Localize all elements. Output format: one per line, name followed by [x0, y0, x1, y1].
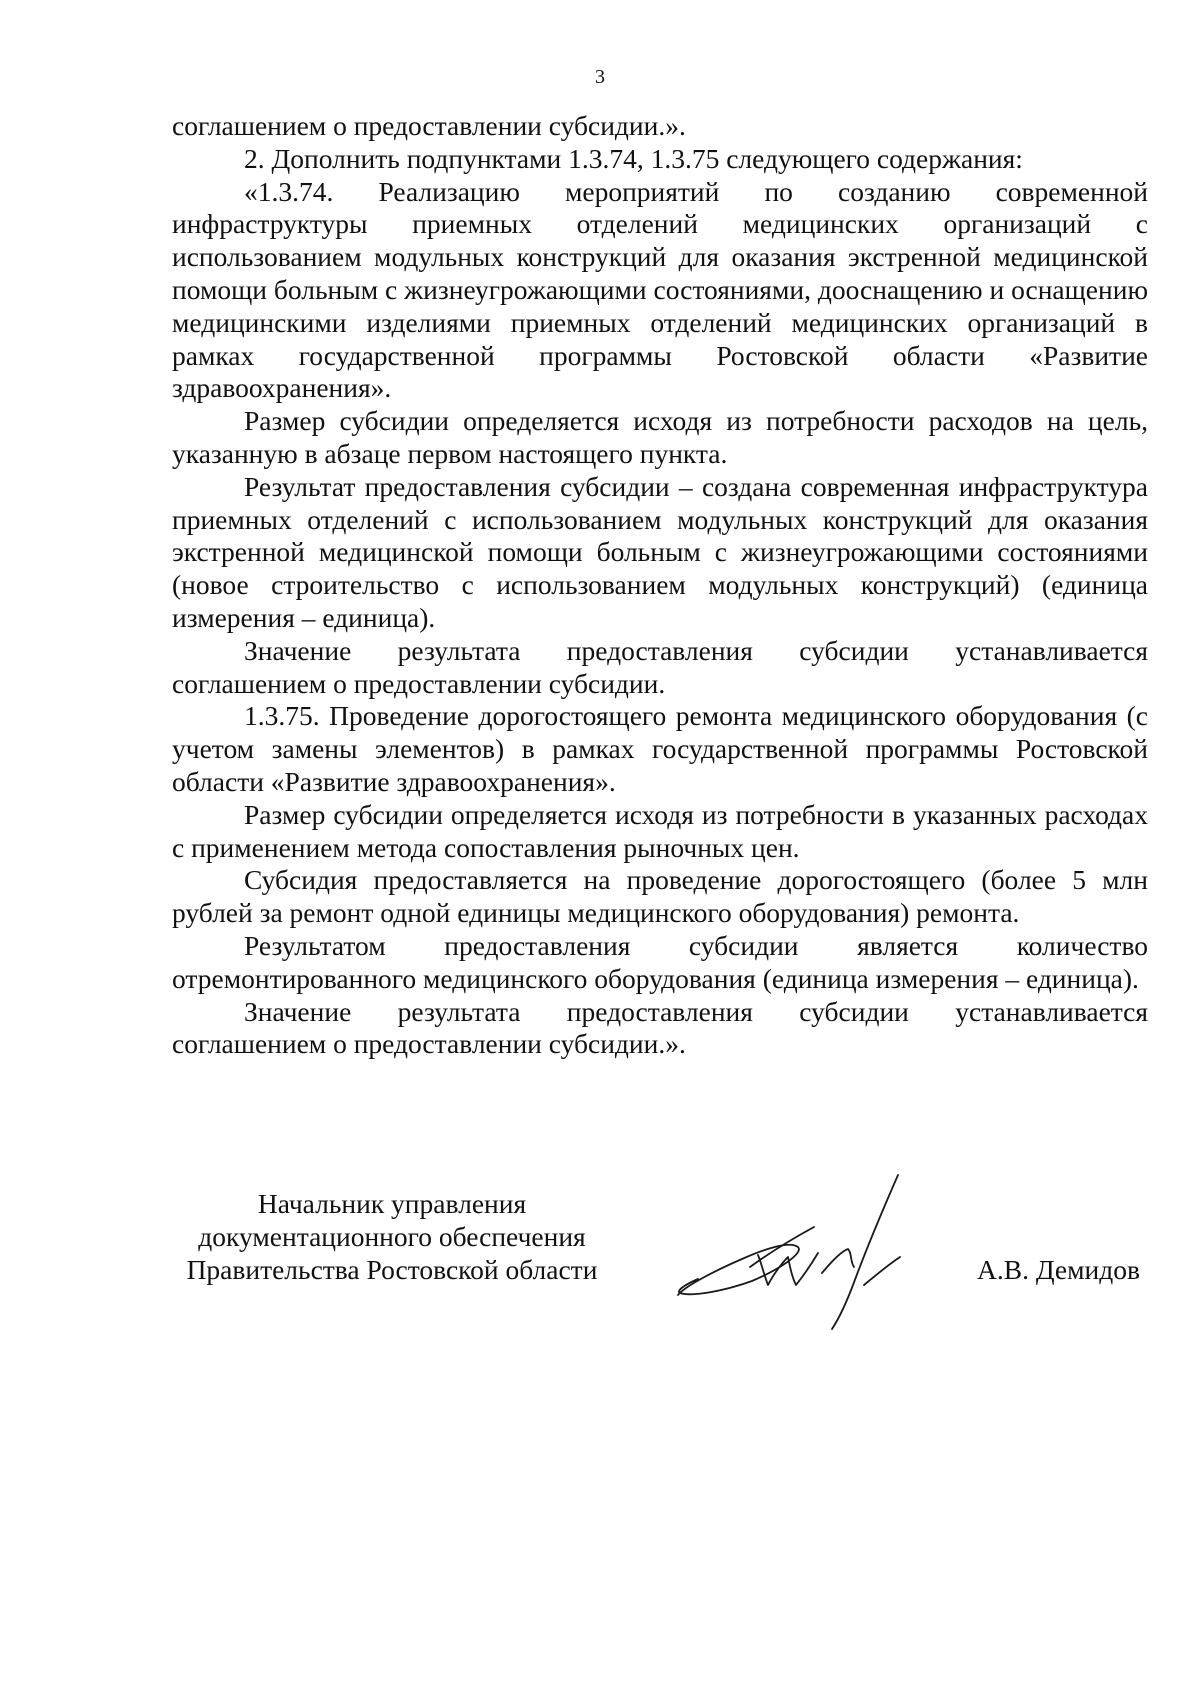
paragraph: Результатом предоставления субсидии является количество отремонтированного медицинского оборудования (единица измерения – единица). [172, 929, 1148, 994]
page-number: 3 [595, 66, 605, 88]
paragraph: Значение результата предоставления субсидии устанавливается соглашением о предоставлении субсидии. [172, 634, 1148, 699]
paragraph: 1.3.75. Проведение дорогостоящего ремонта медицинского оборудования (с учетом замены элементов) в рамках государственной программы Ростовской области «Развитие здравоохранения». [172, 700, 1148, 797]
paragraph: 2. Дополнить подпунктами 1.3.74, 1.3.75 следующего содержания: [244, 142, 1023, 174]
paragraph: Размер субсидии определяется исходя из потребности расходов на цель, указанную в абзаце первом настоящего пункта. [172, 405, 1148, 469]
signer-name: А.В. Демидов [977, 1254, 1140, 1285]
document-body [172, 110, 1148, 1061]
paragraph: Субсидия предоставляется на проведение дорогостоящего (более 5 млн рублей за ремонт одной единицы медицинского оборудования) ремонта. [172, 864, 1148, 929]
handwritten-signature [672, 1167, 952, 1337]
paragraph: Размер субсидии определяется исходя из потребности в указанных расходах с применением метода сопоставления рыночных цен. [172, 798, 1148, 863]
signer-position-line: документационного обеспечения [198, 1221, 586, 1252]
paragraph: соглашением о предоставлении субсидии.». [172, 110, 686, 141]
paragraph: «1.3.74. Реализацию мероприятий по созданию современной инфраструктуры приемных отделений медицинских организаций с использованием модульных конструкций для оказания экстренной медицинской помощи больным с жизнеугрожающими состояниями, дооснащению и оснащению медицинскими изделиями приемных отделений медицинских организаций в рамках государственной программы Ростовской области «Развитие здравоохранения». [172, 175, 1148, 404]
signer-position-line: Правительства Ростовской области [186, 1254, 598, 1285]
paragraph: Результат предоставления субсидии – создана современная инфраструктура приемных отделений с использованием модульных конструкций для оказания экстренной медицинской помощи больным с жизнеугрожающими состояниями (новое строительство с использованием модульных конструкций) (единица измерения – единица). [172, 470, 1148, 633]
signer-position [172, 1187, 612, 1286]
signature-block [172, 1187, 1148, 1347]
signer-position-line: Начальник управления [257, 1188, 527, 1219]
paragraph: Значение результата предоставления субсидии устанавливается соглашением о предоставлении субсидии.». [172, 995, 1148, 1060]
